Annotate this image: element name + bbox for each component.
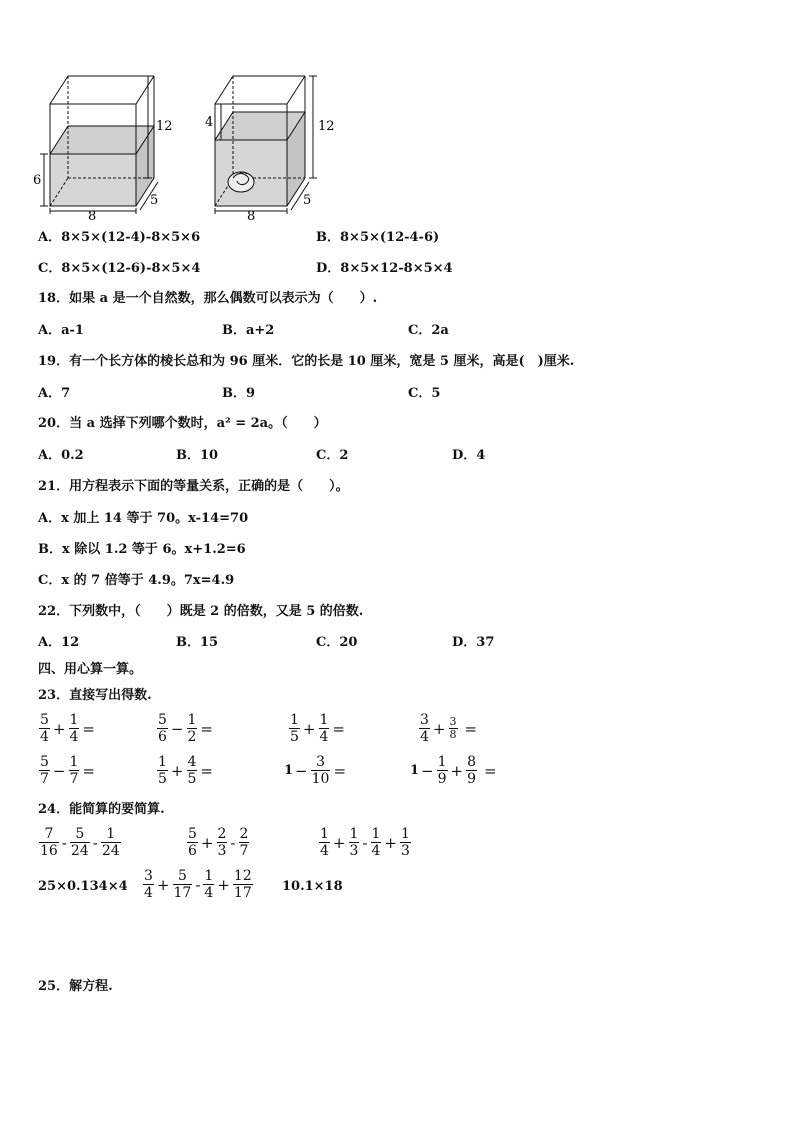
q20-option-c[interactable]: C．2 — [316, 448, 349, 463]
q22-option-a[interactable]: A．12 — [38, 635, 80, 650]
q23-expr-6: $\frac{1}{5}$ + $\frac{4}{5}$ = — [158, 754, 213, 787]
q19-stem: 19．有一个长方体的棱长总和为 96 厘米．它的长是 10 厘米，宽是 5 厘米，高是( )厘米. — [38, 354, 575, 369]
q18-stem: 18．如果 a 是一个自然数，那么偶数可以表示为（ ）. — [38, 291, 378, 306]
cuboid-figure-left — [30, 70, 180, 220]
q24-expr-3: $\frac{1}{4}$ + $\frac{1}{3}$ - $\frac{1}{4}$ + $\frac{1}{3}$ — [320, 826, 410, 859]
q17-option-a[interactable]: A．8×5×(12-4)-8×5×6 — [38, 230, 201, 245]
q23-expr-2: $\frac{5}{6}$ − $\frac{1}{2}$ = — [158, 712, 213, 745]
q23-stem: 23．直接写出得数. — [38, 688, 152, 703]
q24-expr-1: $\frac{7}{16}$ - $\frac{5}{24}$ - $\frac{1}{24}$ — [40, 826, 120, 859]
q24-expr-4: 25×0.134×4 — [38, 879, 128, 894]
q18-option-a[interactable]: A．a-1 — [38, 323, 84, 338]
q24-stem: 24．能简算的要简算. — [38, 802, 165, 817]
height-label: 12 — [156, 119, 173, 134]
q21-stem: 21．用方程表示下面的等量关系，正确的是（ ）。 — [38, 479, 349, 494]
q22-stem: 22．下列数中，（ ）既是 2 的倍数，又是 5 的倍数. — [38, 604, 364, 619]
q17-option-c[interactable]: C．8×5×(12-6)-8×5×4 — [38, 261, 201, 276]
q23-expr-8: 1 − $\frac{1}{9}$ + $\frac{8}{9}$ = — [410, 754, 497, 787]
water-front — [215, 140, 287, 206]
q24-expr-5: $\frac{3}{4}$ + $\frac{5}{17}$ - $\frac{1}{4}$ + $\frac{12}{17}$ — [144, 868, 252, 901]
q23-expr-4: $\frac{3}{4}$ + $\frac{3}{8}$ = — [420, 712, 478, 745]
cuboid-figure-right — [195, 70, 345, 220]
q18-option-b[interactable]: B．a+2 — [222, 323, 275, 338]
q18-option-c[interactable]: C．2a — [408, 323, 449, 338]
gap-label: 4 — [205, 115, 214, 130]
length-label: 8 — [247, 209, 256, 220]
q25-stem: 25．解方程. — [38, 979, 113, 994]
q20-option-a[interactable]: A．0.2 — [38, 448, 84, 463]
q21-option-c[interactable]: C．x 的 7 倍等于 4.9。7x=4.9 — [38, 573, 235, 588]
water-front — [50, 154, 136, 206]
q22-option-d[interactable]: D．37 — [452, 635, 495, 650]
q19-option-b[interactable]: B．9 — [222, 386, 256, 401]
q23-expr-3: $\frac{1}{5}$ + $\frac{1}{4}$ = — [290, 712, 345, 745]
q24-expr-2: $\frac{5}{6}$ + $\frac{2}{3}$ - $\frac{2}{7}$ — [188, 826, 249, 859]
q23-expr-7: 1 − $\frac{3}{10}$ = — [284, 754, 347, 787]
q23-expr-1: $\frac{5}{4}$ + $\frac{1}{4}$ = — [40, 712, 95, 745]
q21-option-a[interactable]: A．x 加上 14 等于 70。x-14=70 — [38, 511, 249, 526]
q22-option-c[interactable]: C．20 — [316, 635, 358, 650]
q20-option-d[interactable]: D．4 — [452, 448, 486, 463]
length-label: 8 — [88, 209, 97, 220]
width-label: 5 — [303, 193, 312, 208]
water-height-label: 6 — [33, 173, 42, 188]
q23-expr-5: $\frac{5}{7}$ − $\frac{1}{7}$ = — [40, 754, 95, 787]
section-heading: 四、用心算一算。 — [38, 662, 143, 677]
q17-option-d[interactable]: D．8×5×12-8×5×4 — [316, 261, 453, 276]
height-label: 12 — [318, 119, 335, 134]
q20-stem: 20．当 a 选择下列哪个数时，a² = 2a。（ ） — [38, 416, 327, 431]
q22-option-b[interactable]: B．15 — [176, 635, 219, 650]
q19-option-a[interactable]: A．7 — [38, 386, 71, 401]
q19-option-c[interactable]: C．5 — [408, 386, 441, 401]
width-label: 5 — [150, 193, 159, 208]
q17-option-b[interactable]: B．8×5×(12-4-6) — [316, 230, 440, 245]
q24-expr-6: 10.1×18 — [282, 879, 343, 894]
q21-option-b[interactable]: B．x 除以 1.2 等于 6。x+1.2=6 — [38, 542, 246, 557]
q20-option-b[interactable]: B．10 — [176, 448, 219, 463]
